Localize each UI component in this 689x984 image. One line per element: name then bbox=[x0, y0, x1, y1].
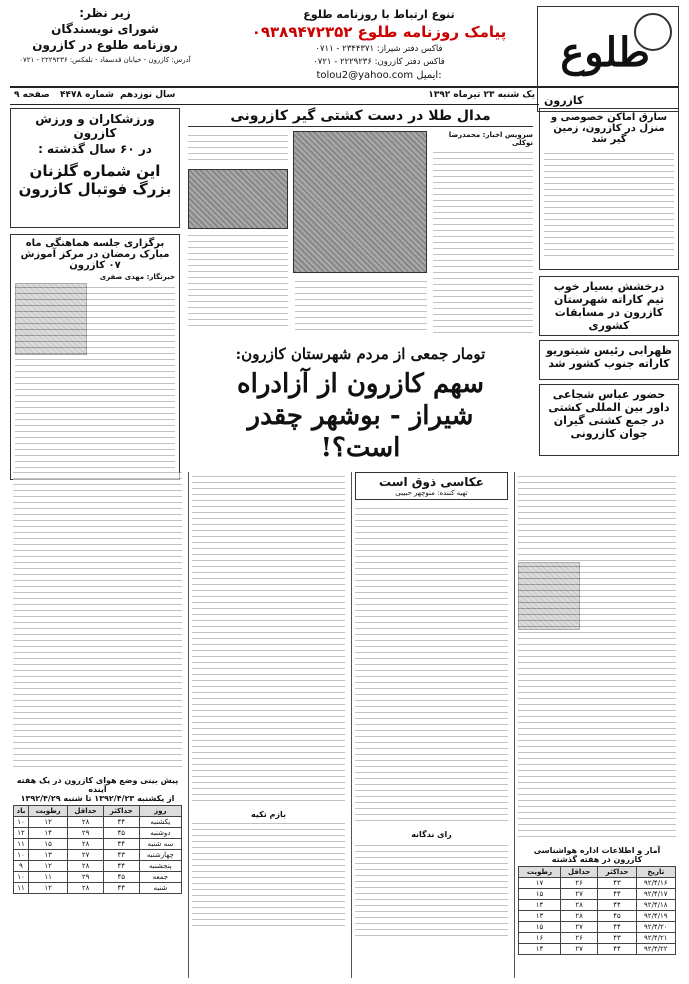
stats-header-cell: حداکثر bbox=[598, 867, 636, 878]
stats-cell: ۲۶ bbox=[560, 878, 597, 889]
weather-header-cell: رطوبت bbox=[28, 806, 67, 817]
email-address[interactable]: tolou2@yahoo.com bbox=[316, 70, 414, 81]
stats-cell: ۹۲/۴/۱۷ bbox=[636, 889, 675, 900]
lower-section bbox=[10, 472, 679, 978]
lead-text-col-2 bbox=[188, 131, 288, 331]
stats-cell: ۱۵ bbox=[519, 889, 561, 900]
football-kicker: ورزشکاران و ورزش کازرون bbox=[35, 112, 155, 140]
stats-cell: ۹۲/۴/۲۲ bbox=[636, 944, 675, 955]
stats-cell: ۱۶ bbox=[519, 933, 561, 944]
stats-header-cell: حداقل bbox=[560, 867, 597, 878]
weather-cell: ۱۰ bbox=[14, 817, 29, 828]
issue-date: یک شنبه ۲۳ تیرماه ۱۳۹۲ bbox=[428, 90, 535, 100]
weather-cell: ۲۷ bbox=[68, 850, 103, 861]
weather-header-cell: حداقل bbox=[68, 806, 103, 817]
stats-cell: ۹۲/۴/۱۸ bbox=[636, 900, 675, 911]
photo-column-header bbox=[355, 472, 508, 500]
weather-cell: ۲۹ bbox=[68, 828, 103, 839]
page-number: صفحه ۹ bbox=[14, 90, 50, 100]
email-line bbox=[229, 70, 529, 81]
photo-column-title: عکاسی ذوق است bbox=[379, 475, 484, 489]
stats-cell: ۲۷ bbox=[560, 889, 597, 900]
stats-cell: ۲۸ bbox=[560, 911, 597, 922]
center-section bbox=[188, 108, 533, 463]
photo-column-byline-wrap bbox=[358, 489, 505, 497]
contact-title: تنوع ارتباط با روزنامه طلوع bbox=[303, 8, 455, 21]
weather-cell: پنجشنبه bbox=[139, 861, 181, 872]
weather-cell: ۱۱ bbox=[14, 839, 29, 850]
lower-right-body bbox=[518, 472, 676, 842]
ramadan-story bbox=[10, 234, 180, 480]
weather-cell: ۱۱ bbox=[28, 872, 67, 883]
weather-cell: ۲۸ bbox=[68, 839, 103, 850]
football-subkicker: در ۶۰ سال گذشته : bbox=[38, 142, 152, 156]
stats-row bbox=[519, 911, 676, 922]
weather-row bbox=[14, 828, 182, 839]
lead-headline: مدال طلا در دست کشتی گیر کازرونی bbox=[188, 108, 533, 127]
weather-cell: ۱۱ bbox=[14, 883, 29, 894]
weather-cell: ۴۵ bbox=[103, 828, 139, 839]
story-thief bbox=[539, 108, 679, 270]
photo-column-body bbox=[355, 504, 508, 826]
weather-header-cell: حداکثر bbox=[103, 806, 139, 817]
weather-cell: ۲۸ bbox=[68, 883, 103, 894]
weather-cell: ۴۴ bbox=[103, 817, 139, 828]
stats-title: آمار و اطلاعات اداره هواشناسی کازرون در هفته گذشته bbox=[533, 846, 661, 864]
football-feature bbox=[10, 108, 180, 228]
right-column bbox=[539, 108, 679, 464]
ramadan-title: برگزاری جلسه هماهنگی ماه مبارک رمضان در مرکز آموزش ۰۷ کازرون bbox=[20, 238, 170, 271]
stats-cell: ۴۴ bbox=[598, 900, 636, 911]
weather-row bbox=[14, 850, 182, 861]
lower-right-column bbox=[514, 472, 679, 978]
stats-cell: ۲۶ bbox=[560, 933, 597, 944]
wrestler-photo bbox=[293, 131, 427, 273]
stats-row bbox=[519, 933, 676, 944]
weather-cell: ۱۳ bbox=[28, 850, 67, 861]
email-label: ایمیل: bbox=[416, 70, 442, 81]
lead-byline: سرویس اخبار: محمدرضا توکلی bbox=[448, 131, 533, 147]
fax-kazerun: فاکس دفتر کازرون: ۲۲۲۹۲۳۶ - ۰۷۲۱ bbox=[313, 57, 445, 67]
editorial-block bbox=[10, 6, 200, 84]
stats-cell: ۲۸ bbox=[560, 900, 597, 911]
weather-cell: ۱۰ bbox=[14, 850, 29, 861]
stats-table bbox=[518, 866, 676, 955]
weather-row bbox=[14, 839, 182, 850]
petition-kicker: تومار جمعی از مردم شهرستان کازرون: bbox=[235, 345, 486, 363]
stats-cell: ۴۴ bbox=[598, 944, 636, 955]
petition-line-3: است؟! bbox=[320, 433, 401, 463]
ramadan-byline: خبرنگار: مهدی صفری bbox=[99, 273, 175, 281]
paper-name: روزنامه طلوع در کازرون bbox=[32, 38, 178, 52]
issue-year: سال نوزدهم bbox=[120, 90, 176, 100]
story-thief-body bbox=[544, 149, 674, 261]
lead-story bbox=[188, 131, 533, 339]
story-zohrabi bbox=[539, 340, 679, 380]
story-referee bbox=[539, 384, 679, 456]
editor-label: زیر نظر: bbox=[79, 6, 131, 20]
petition-line-1: سهم کازرون از آزادراه bbox=[236, 369, 485, 399]
logo-block bbox=[537, 6, 679, 112]
weather-cell: یکشنبه bbox=[139, 817, 181, 828]
lower-mid-right-column bbox=[351, 472, 511, 978]
weather-cell: جمعه bbox=[139, 872, 181, 883]
stats-cell: ۱۴ bbox=[519, 944, 561, 955]
weather-cell: ۲۸ bbox=[68, 817, 103, 828]
weather-cell: ۴۴ bbox=[103, 861, 139, 872]
lead-text-col bbox=[433, 131, 533, 331]
stats-row bbox=[519, 922, 676, 933]
story-karate bbox=[539, 276, 679, 336]
weather-table bbox=[13, 805, 182, 894]
weather-cell: ۱۲ bbox=[14, 828, 29, 839]
weather-row bbox=[14, 817, 182, 828]
stats-cell: ۴۴ bbox=[598, 889, 636, 900]
stats-cell: ۲۷ bbox=[560, 944, 597, 955]
address-line: آدرس: کازرون - خیابان قدسفاد - تلفکس: ۲۲۲۹۲۳۶ - ۰۷۲۱ bbox=[19, 56, 191, 64]
stats-cell: ۴۵ bbox=[598, 911, 636, 922]
weather-cell: دوشنبه bbox=[139, 828, 181, 839]
lower-mid-left-column bbox=[188, 472, 348, 978]
award-photo bbox=[188, 169, 288, 229]
stats-header-cell: رطوبت bbox=[519, 867, 561, 878]
weather-cell: ۴۴ bbox=[103, 883, 139, 894]
weather-cell: ۴۴ bbox=[103, 839, 139, 850]
story-karate-title: درخشش بسیار خوب تیم کاراته شهرستان کازرون در مسابقات کشوری bbox=[553, 280, 665, 332]
mid-column-body-2 bbox=[355, 841, 508, 941]
left-column bbox=[10, 108, 180, 480]
stats-cell: ۱۵ bbox=[519, 922, 561, 933]
petition-line-2: شیراز - بوشهر چقدر bbox=[247, 401, 474, 431]
sms-line: پیامک روزنامه طلوع ۰۹۳۸۹۴۷۲۳۵۲ bbox=[251, 23, 507, 41]
lead-caption bbox=[295, 277, 427, 335]
stats-row bbox=[519, 944, 676, 955]
stats-cell: ۱۴ bbox=[519, 900, 561, 911]
brand-name: طلوع bbox=[560, 29, 650, 76]
stats-cell: ۱۳ bbox=[519, 911, 561, 922]
weather-subtitle: از یکشنبه ۱۳۹۲/۴/۲۳ تا شنبه ۱۳۹۲/۴/۲۹ bbox=[20, 794, 175, 803]
stats-cell: ۹۲/۴/۲۱ bbox=[636, 933, 675, 944]
stats-header-cell: تاریخ bbox=[636, 867, 675, 878]
stats-cell: ۴۳ bbox=[598, 933, 636, 944]
weather-cell: ۱۰ bbox=[14, 872, 29, 883]
fax-shiraz: فاکس دفتر شیراز: ۲۳۴۴۳۷۱ - ۰۷۱۱ bbox=[315, 44, 443, 54]
weather-cell: ۲۸ bbox=[68, 861, 103, 872]
lower-left-body bbox=[13, 472, 182, 772]
council-name: شورای نویسندگان bbox=[51, 22, 159, 36]
stats-cell: ۹۲/۴/۱۹ bbox=[636, 911, 675, 922]
stats-cell: ۹۲/۴/۲۰ bbox=[636, 922, 675, 933]
photo-byline: منوچهر حبیبی bbox=[395, 489, 435, 497]
lead-body-2b bbox=[188, 233, 288, 331]
football-headline: این شماره گلزنان بزرگ فوتبال کازرون bbox=[18, 162, 172, 198]
stats-cell: ۲۷ bbox=[560, 922, 597, 933]
weather-cell: ۱۲ bbox=[28, 861, 67, 872]
weather-row bbox=[14, 883, 182, 894]
weather-cell: ۴۵ bbox=[103, 872, 139, 883]
photo-byline-label: تهیه کننده: bbox=[437, 489, 468, 497]
lower-mid-left-body bbox=[192, 472, 345, 806]
stats-row bbox=[519, 878, 676, 889]
issue-number: شماره ۴۴۷۸ bbox=[60, 90, 114, 100]
stats-cell: ۹۲/۴/۱۶ bbox=[636, 878, 675, 889]
weather-title: پیش بینی وضع هوای کازرون در یک هفته آینده bbox=[16, 776, 179, 794]
lower-mid-left-body-2 bbox=[192, 821, 345, 931]
contact-block bbox=[229, 6, 529, 84]
weather-cell: ۴۳ bbox=[103, 850, 139, 861]
stats-row bbox=[519, 900, 676, 911]
petition-block bbox=[188, 345, 533, 463]
ramadan-body bbox=[15, 283, 175, 473]
story-referee-title: حضور عباس شجاعی داور بین المللی کشتی در جمع کشتی گیران جوان کازرونی bbox=[548, 388, 670, 440]
weather-row bbox=[14, 872, 182, 883]
lead-body bbox=[433, 150, 533, 338]
weather-row bbox=[14, 861, 182, 872]
stats-cell: ۴۴ bbox=[598, 922, 636, 933]
brand-city: کازرون bbox=[544, 94, 584, 107]
weather-header-cell: باد bbox=[14, 806, 29, 817]
weather-cell: ۹ bbox=[14, 861, 29, 872]
weather-cell: سه شنبه bbox=[139, 839, 181, 850]
stats-row bbox=[519, 889, 676, 900]
dateline-bar bbox=[10, 88, 539, 105]
mid-title-2: رای ندگانه bbox=[411, 830, 452, 839]
story-thief-title: سارق اماکن خصوصی و منزل در کازرون، زمین گیر شد bbox=[550, 112, 668, 145]
weather-cell: ۲۹ bbox=[68, 872, 103, 883]
weather-header-cell: روز bbox=[139, 806, 181, 817]
weather-cell: چهارشنبه bbox=[139, 850, 181, 861]
lower-left-column bbox=[10, 472, 185, 978]
weather-cell: ۱۲ bbox=[28, 817, 67, 828]
story-zohrabi-title: ظهرابی رئیس شیتوریو کاراته جنوب کشور شد bbox=[546, 344, 672, 370]
stats-cell: ۱۷ bbox=[519, 878, 561, 889]
lead-body-2a bbox=[188, 131, 288, 165]
weather-cell: ۱۵ bbox=[28, 839, 67, 850]
weather-cell: ۱۲ bbox=[28, 883, 67, 894]
weather-cell: شنبه bbox=[139, 883, 181, 894]
mid-title: بازم تکیه bbox=[250, 810, 287, 819]
weather-cell: ۱۴ bbox=[28, 828, 67, 839]
stats-cell: ۴۳ bbox=[598, 878, 636, 889]
